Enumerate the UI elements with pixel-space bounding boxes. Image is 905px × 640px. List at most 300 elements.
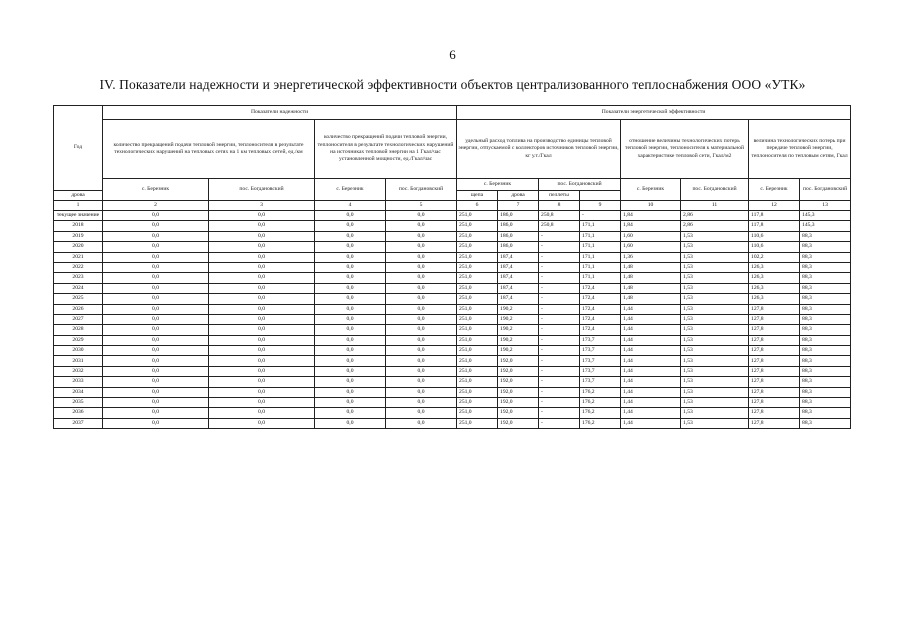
table-row	[54, 346, 851, 356]
value-cell: 251,0	[457, 377, 498, 387]
value-cell: 0,0	[315, 283, 386, 293]
value-cell: 127,8	[749, 325, 800, 335]
value-cell: 0,0	[386, 262, 457, 272]
value-cell: 88,3	[800, 418, 851, 428]
year-cell: 2024	[54, 283, 103, 293]
value-cell: 176,2	[580, 418, 621, 428]
value-cell: 1,44	[621, 398, 681, 408]
value-cell: 1,53	[681, 335, 749, 345]
value-cell: 127,8	[749, 304, 800, 314]
value-cell: 0,0	[209, 387, 315, 397]
value-cell: 1,44	[621, 356, 681, 366]
value-cell: 88,3	[800, 346, 851, 356]
value-cell: -	[539, 262, 580, 272]
value-cell: 251,0	[457, 304, 498, 314]
value-cell: 102,2	[749, 252, 800, 262]
value-cell: 0,0	[103, 398, 209, 408]
value-cell: 1,36	[621, 252, 681, 262]
value-cell: 0,0	[386, 252, 457, 262]
value-cell: 173,7	[580, 356, 621, 366]
fuel-header: пеллеты	[539, 191, 580, 201]
value-cell: 0,0	[103, 366, 209, 376]
fuel-header: щепа	[457, 191, 498, 201]
year-cell: 2032	[54, 366, 103, 376]
value-cell: 190,2	[498, 335, 539, 345]
value-cell: 0,0	[103, 377, 209, 387]
value-cell: 127,8	[749, 356, 800, 366]
value-cell: 0,0	[315, 231, 386, 241]
year-cell: 2029	[54, 335, 103, 345]
value-cell: 251,0	[457, 335, 498, 345]
value-cell: 127,8	[749, 377, 800, 387]
value-cell: 1,48	[621, 273, 681, 283]
value-cell: 0,0	[209, 242, 315, 252]
year-cell: 2019	[54, 231, 103, 241]
value-cell: 1,53	[681, 408, 749, 418]
value-cell: 192,0	[498, 356, 539, 366]
value-cell: 0,0	[315, 314, 386, 324]
value-cell: 0,0	[103, 242, 209, 252]
value-cell: -	[539, 366, 580, 376]
value-cell: 0,0	[386, 283, 457, 293]
value-cell: 117,8	[749, 221, 800, 231]
value-cell: 0,0	[103, 314, 209, 324]
value-cell: 0,0	[315, 335, 386, 345]
value-cell: 88,3	[800, 387, 851, 397]
year-cell: 2031	[54, 356, 103, 366]
value-cell: 251,0	[457, 231, 498, 241]
value-cell: 88,3	[800, 366, 851, 376]
year-cell: 2036	[54, 408, 103, 418]
value-cell: 0,0	[103, 356, 209, 366]
value-cell: 0,0	[386, 211, 457, 221]
value-cell: 1,44	[621, 314, 681, 324]
value-cell: 127,8	[749, 314, 800, 324]
value-cell: 0,0	[386, 221, 457, 231]
year-cell: 2033	[54, 377, 103, 387]
value-cell: 127,8	[749, 398, 800, 408]
value-cell: 251,0	[457, 262, 498, 272]
value-cell: 0,0	[386, 346, 457, 356]
value-cell: 251,0	[457, 325, 498, 335]
value-cell: 251,0	[457, 273, 498, 283]
value-cell: 251,0	[457, 211, 498, 221]
table-row	[54, 366, 851, 376]
value-cell: 88,3	[800, 294, 851, 304]
value-cell: 1,53	[681, 283, 749, 293]
reliability-header: Показатели надежности	[103, 106, 457, 120]
value-cell: 0,0	[386, 314, 457, 324]
value-cell: -	[539, 304, 580, 314]
value-cell: 192,0	[498, 398, 539, 408]
value-cell: 0,0	[315, 294, 386, 304]
fuel-header: дрова	[54, 191, 103, 201]
value-cell: 187,4	[498, 273, 539, 283]
value-cell: 1,48	[621, 283, 681, 293]
value-cell: 171,1	[580, 252, 621, 262]
value-cell: 251,0	[457, 356, 498, 366]
table-body	[54, 211, 851, 429]
value-cell: -	[539, 335, 580, 345]
value-cell: 127,8	[749, 366, 800, 376]
efficiency-header: Показатели энергетической эффективности	[457, 106, 851, 120]
value-cell: 1,53	[681, 366, 749, 376]
column-number: 11	[681, 201, 749, 211]
year-cell: 2037	[54, 418, 103, 428]
value-cell: 172,4	[580, 294, 621, 304]
value-cell: 1,53	[681, 294, 749, 304]
column-number: 13	[800, 201, 851, 211]
value-cell: 1,53	[681, 346, 749, 356]
value-cell: 0,0	[209, 418, 315, 428]
year-cell: 2021	[54, 252, 103, 262]
value-cell: 1,60	[621, 242, 681, 252]
value-cell: -	[539, 294, 580, 304]
value-cell: 88,3	[800, 408, 851, 418]
value-cell: 176,2	[580, 408, 621, 418]
table-row	[54, 262, 851, 272]
value-cell: 251,0	[457, 314, 498, 324]
value-cell: 0,0	[209, 231, 315, 241]
column-number: 3	[209, 201, 315, 211]
place-header: пос. Богдановский	[681, 179, 749, 201]
value-cell: 0,0	[103, 346, 209, 356]
value-cell: -	[539, 418, 580, 428]
value-cell: 186,0	[498, 231, 539, 241]
value-cell: 0,0	[209, 304, 315, 314]
column-number: 10	[621, 201, 681, 211]
value-cell: 127,8	[749, 346, 800, 356]
value-cell: 176,2	[580, 398, 621, 408]
place-header: с. Березник	[749, 179, 800, 201]
value-cell: 172,4	[580, 304, 621, 314]
value-cell: -	[539, 346, 580, 356]
value-cell: 251,0	[457, 346, 498, 356]
value-cell: 251,0	[457, 408, 498, 418]
value-cell: 187,4	[498, 252, 539, 262]
value-cell: 0,0	[209, 408, 315, 418]
year-header: Год	[54, 106, 103, 191]
value-cell: 0,0	[103, 387, 209, 397]
value-cell: 0,0	[386, 242, 457, 252]
value-cell: 0,0	[315, 398, 386, 408]
value-cell: 187,4	[498, 283, 539, 293]
value-cell: 251,0	[457, 387, 498, 397]
value-cell: 0,0	[103, 211, 209, 221]
value-cell: 1,44	[621, 346, 681, 356]
value-cell: 0,0	[103, 262, 209, 272]
value-cell: 0,0	[209, 366, 315, 376]
place-header: с. Березник	[457, 179, 539, 191]
value-cell: 0,0	[209, 283, 315, 293]
value-cell: -	[539, 283, 580, 293]
column-number: 7	[498, 201, 539, 211]
value-cell: 127,8	[749, 418, 800, 428]
table-row	[54, 231, 851, 241]
value-cell: 192,0	[498, 377, 539, 387]
value-cell: 88,3	[800, 304, 851, 314]
value-cell: 0,0	[315, 356, 386, 366]
value-cell: 1,53	[681, 418, 749, 428]
value-cell: 171,1	[580, 231, 621, 241]
value-cell: 0,0	[103, 273, 209, 283]
place-header: пос. Богдановский	[209, 179, 315, 201]
value-cell: 1,53	[681, 398, 749, 408]
value-cell: 1,53	[681, 273, 749, 283]
value-cell: 0,0	[386, 304, 457, 314]
value-cell: 172,4	[580, 283, 621, 293]
value-cell: 0,0	[386, 294, 457, 304]
value-cell: 88,3	[800, 335, 851, 345]
value-cell: 0,0	[386, 273, 457, 283]
value-cell: 88,3	[800, 273, 851, 283]
place-header: с. Березник	[103, 179, 209, 201]
header-fuel-consumption: удельный расход топлива на производство единицы тепловой энергии, отпускаемой с коллекторов источников тепловой энергии, кг у.т./Гкал	[457, 120, 621, 179]
value-cell: 192,0	[498, 408, 539, 418]
value-cell: 0,0	[209, 294, 315, 304]
value-cell: -	[539, 325, 580, 335]
value-cell: 186,0	[498, 211, 539, 221]
value-cell: 186,0	[498, 221, 539, 231]
value-cell: 1,84	[621, 211, 681, 221]
value-cell: 0,0	[315, 304, 386, 314]
value-cell: 0,0	[103, 325, 209, 335]
value-cell: 88,3	[800, 325, 851, 335]
value-cell: -	[539, 408, 580, 418]
year-cell: 2023	[54, 273, 103, 283]
value-cell: 88,3	[800, 398, 851, 408]
column-number: 6	[457, 201, 498, 211]
value-cell: 126,3	[749, 283, 800, 293]
value-cell: 0,0	[315, 262, 386, 272]
column-number: 1	[54, 201, 103, 211]
table-row	[54, 398, 851, 408]
value-cell: 88,3	[800, 231, 851, 241]
table-row	[54, 294, 851, 304]
value-cell: 251,0	[457, 294, 498, 304]
year-cell: 2027	[54, 314, 103, 324]
value-cell: 192,0	[498, 366, 539, 376]
value-cell: 0,0	[209, 377, 315, 387]
value-cell: 0,0	[315, 377, 386, 387]
value-cell: 173,7	[580, 377, 621, 387]
value-cell: 186,0	[498, 242, 539, 252]
column-number: 5	[386, 201, 457, 211]
value-cell: 172,4	[580, 325, 621, 335]
value-cell: 126,3	[749, 294, 800, 304]
table-row	[54, 314, 851, 324]
value-cell: 0,0	[315, 242, 386, 252]
value-cell: 251,0	[457, 398, 498, 408]
value-cell: 88,3	[800, 356, 851, 366]
value-cell: 1,53	[681, 242, 749, 252]
value-cell: 0,0	[209, 346, 315, 356]
value-cell: 88,3	[800, 262, 851, 272]
year-cell: 2034	[54, 387, 103, 397]
value-cell: 127,8	[749, 335, 800, 345]
value-cell: 88,3	[800, 377, 851, 387]
value-cell: 1,53	[681, 356, 749, 366]
value-cell: 88,3	[800, 252, 851, 262]
header-technological-losses: величина технологических потерь при передаче тепловой энергии, теплоносителя по тепловым сетям, Гкал	[749, 120, 851, 179]
table-row	[54, 252, 851, 262]
place-header: пос. Богдановский	[539, 179, 621, 191]
year-cell: 2020	[54, 242, 103, 252]
year-cell: 2028	[54, 325, 103, 335]
value-cell: 0,0	[315, 325, 386, 335]
value-cell: 1,53	[681, 377, 749, 387]
column-number: 9	[580, 201, 621, 211]
value-cell: 250,8	[539, 211, 580, 221]
value-cell: -	[539, 314, 580, 324]
value-cell: 190,2	[498, 325, 539, 335]
value-cell: 1,84	[621, 221, 681, 231]
value-cell: 127,8	[749, 408, 800, 418]
table-row	[54, 325, 851, 335]
value-cell: 0,0	[315, 211, 386, 221]
column-number: 12	[749, 201, 800, 211]
value-cell: 1,48	[621, 262, 681, 272]
value-cell: -	[539, 242, 580, 252]
value-cell: 1,44	[621, 377, 681, 387]
page-number: 6	[449, 47, 456, 62]
column-number: 2	[103, 201, 209, 211]
value-cell: -	[539, 231, 580, 241]
value-cell: 117,8	[749, 211, 800, 221]
value-cell: 0,0	[386, 231, 457, 241]
value-cell: 0,0	[315, 387, 386, 397]
value-cell: 1,60	[621, 231, 681, 241]
value-cell: 1,44	[621, 304, 681, 314]
indicators-table	[53, 105, 851, 429]
value-cell: 251,0	[457, 252, 498, 262]
value-cell: 126,3	[749, 273, 800, 283]
value-cell: 0,0	[103, 252, 209, 262]
value-cell: 2,86	[681, 211, 749, 221]
table-row	[54, 283, 851, 293]
value-cell: 0,0	[315, 346, 386, 356]
year-cell: 2030	[54, 346, 103, 356]
value-cell: 0,0	[209, 252, 315, 262]
table-row	[54, 377, 851, 387]
place-header: с. Березник	[621, 179, 681, 201]
value-cell: 251,0	[457, 283, 498, 293]
value-cell: 1,44	[621, 335, 681, 345]
value-cell: 192,0	[498, 387, 539, 397]
value-cell: 0,0	[209, 262, 315, 272]
value-cell: 1,53	[681, 325, 749, 335]
value-cell: 173,7	[580, 335, 621, 345]
value-cell: 0,0	[103, 294, 209, 304]
year-cell: 2018	[54, 221, 103, 231]
value-cell: 0,0	[386, 408, 457, 418]
table-row	[54, 356, 851, 366]
document-title: IV. Показатели надежности и энергетической эффективности объектов централизованного теплоснабжения ООО «УТК»	[99, 77, 806, 92]
value-cell: 0,0	[209, 356, 315, 366]
value-cell: 88,3	[800, 283, 851, 293]
year-cell: 2026	[54, 304, 103, 314]
value-cell: 0,0	[209, 325, 315, 335]
value-cell: 110,6	[749, 231, 800, 241]
column-number: 4	[315, 201, 386, 211]
year-cell: 2025	[54, 294, 103, 304]
value-cell: 0,0	[386, 325, 457, 335]
table-row	[54, 408, 851, 418]
value-cell: 0,0	[209, 314, 315, 324]
value-cell: 0,0	[103, 221, 209, 231]
value-cell: 190,2	[498, 304, 539, 314]
value-cell: 0,0	[315, 273, 386, 283]
value-cell: -	[539, 387, 580, 397]
column-number: 8	[539, 201, 580, 211]
value-cell: 0,0	[315, 408, 386, 418]
value-cell: -	[539, 273, 580, 283]
table-row	[54, 387, 851, 397]
place-header: пос. Богдановский	[800, 179, 851, 201]
value-cell: 173,7	[580, 366, 621, 376]
value-cell: 1,44	[621, 325, 681, 335]
value-cell: 0,0	[103, 408, 209, 418]
fuel-header: дрова	[498, 191, 539, 201]
value-cell: 171,1	[580, 242, 621, 252]
value-cell: 251,0	[457, 366, 498, 376]
value-cell: 0,0	[315, 418, 386, 428]
value-cell: 187,4	[498, 262, 539, 272]
value-cell: 187,4	[498, 294, 539, 304]
value-cell: 171,1	[580, 221, 621, 231]
value-cell: 145,3	[800, 211, 851, 221]
value-cell: 1,44	[621, 366, 681, 376]
value-cell: 1,44	[621, 387, 681, 397]
place-header: пос. Богдановский	[386, 179, 457, 201]
value-cell: -	[580, 211, 621, 221]
value-cell: 251,0	[457, 242, 498, 252]
year-cell: текущее значение	[54, 211, 103, 221]
table-row	[54, 335, 851, 345]
header-loss-ratio: отношение величины технологических потерь тепловой энергии, теплоносителя к материальной характеристике тепловой сети, Гкал/м2	[621, 120, 749, 179]
table-row	[54, 304, 851, 314]
value-cell: 176,2	[580, 387, 621, 397]
header-network-interruptions: количество прекращений подачи тепловой энергии, теплоносителя в результате технологических нарушений на тепловых сетях на 1 км тепловых сетей, ед./км	[103, 120, 315, 179]
value-cell: -	[539, 356, 580, 366]
value-cell: 1,53	[681, 231, 749, 241]
value-cell: 0,0	[209, 335, 315, 345]
value-cell: 1,44	[621, 418, 681, 428]
value-cell: -	[539, 252, 580, 262]
value-cell: 0,0	[386, 366, 457, 376]
column-number-row	[54, 201, 851, 211]
value-cell: 88,3	[800, 314, 851, 324]
year-cell: 2022	[54, 262, 103, 272]
table-header	[54, 106, 851, 211]
table-row	[54, 221, 851, 231]
value-cell: 0,0	[209, 273, 315, 283]
value-cell: 126,3	[749, 262, 800, 272]
value-cell: 1,53	[681, 314, 749, 324]
value-cell: -	[539, 398, 580, 408]
value-cell: 0,0	[386, 387, 457, 397]
value-cell: 0,0	[315, 221, 386, 231]
value-cell: 1,44	[621, 408, 681, 418]
value-cell: 0,0	[315, 252, 386, 262]
value-cell: 173,7	[580, 346, 621, 356]
table-row	[54, 211, 851, 221]
value-cell: 88,3	[800, 242, 851, 252]
value-cell: 1,53	[681, 387, 749, 397]
value-cell: 0,0	[103, 335, 209, 345]
indicators-table-wrapper	[53, 105, 850, 429]
value-cell: 0,0	[315, 366, 386, 376]
